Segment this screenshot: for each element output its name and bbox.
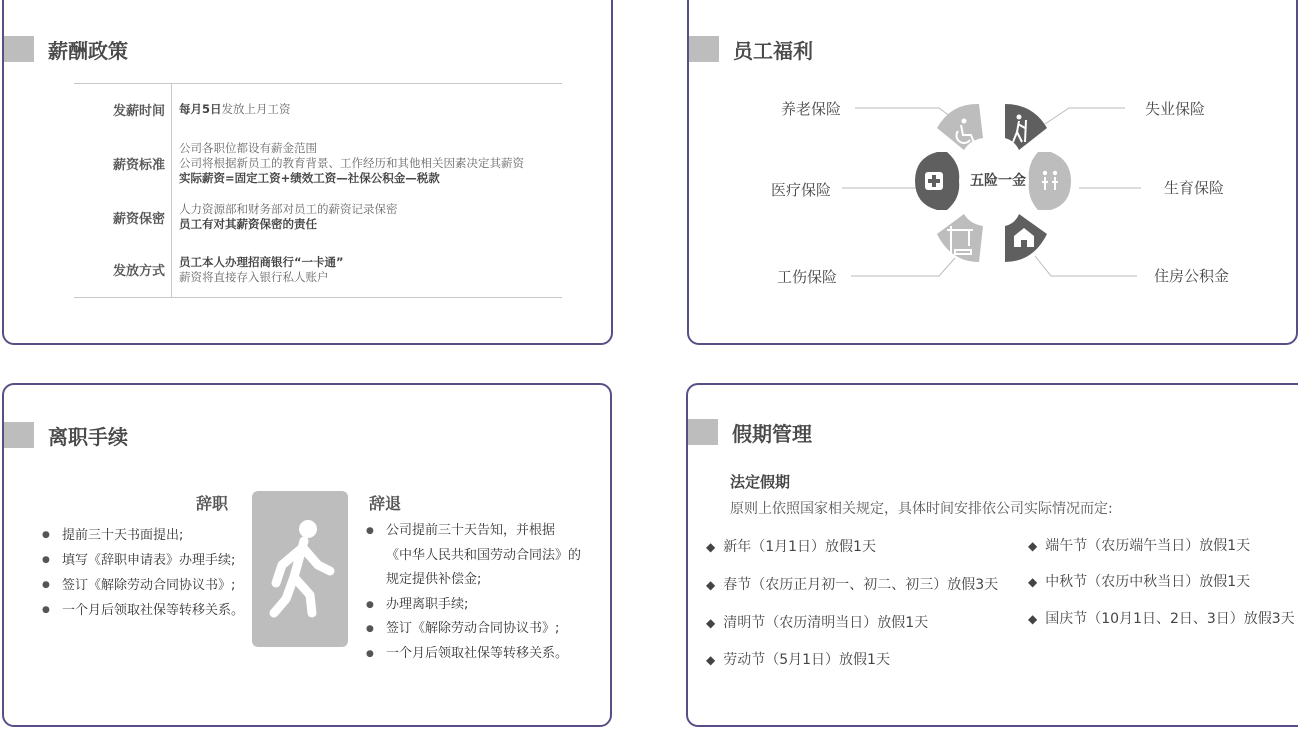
resign-right-title: 辞退 (369, 494, 402, 513)
diamond-bullet-icon: ◆ (706, 578, 716, 592)
connector-line (855, 108, 955, 120)
diamond-bullet-icon: ◆ (706, 653, 716, 667)
row-content (172, 192, 398, 242)
table-row (74, 192, 562, 242)
row-line-bold: 员工有对其薪资保密的责任 (179, 217, 317, 231)
benefit-label: 生育保险 (1164, 179, 1225, 197)
connector-line (1045, 108, 1125, 124)
connector-line (851, 258, 955, 276)
salary-table (74, 83, 562, 298)
wheelchair-icon (937, 104, 983, 150)
benefit-label: 养老保险 (781, 100, 842, 118)
holiday-text: 劳动节（5月1日）放假1天 (723, 652, 890, 668)
table-row (74, 84, 562, 135)
holiday-header (688, 419, 812, 445)
row-line-bold: 员工本人办理招商银行“一卡通” (179, 254, 344, 269)
payday-text: 发放上月工资 (221, 102, 291, 116)
diamond-bullet-icon: ◆ (706, 540, 716, 554)
holiday-text: 国庆节（10月1日、2日、3日）放假3天 (1045, 611, 1295, 627)
resign-left-list (42, 523, 244, 623)
table-row (74, 242, 562, 297)
payday-bold: 每月5日 (179, 102, 222, 116)
benefit-label: 医疗保险 (771, 181, 832, 199)
holiday-management-card (686, 383, 1298, 727)
holiday-subtitle: 法定假期 (730, 473, 791, 491)
list-item: 《中华人民共和国劳动合同法》的 (386, 547, 582, 563)
row-label: 发放方式 (74, 242, 172, 297)
resign-header (4, 422, 128, 448)
holiday-description: 原则上依照国家相关规定，具体时间安排依公司实际情况而定: (730, 501, 1113, 517)
resignation-card (2, 383, 612, 727)
list-item: ● 填写《辞职申请表》办理手续; (42, 548, 244, 573)
connector-line (1035, 256, 1137, 276)
benefits-title: 员工福利 (733, 38, 813, 63)
diamond-bullet-icon: ◆ (1028, 539, 1038, 553)
row-content (172, 84, 291, 135)
row-label: 薪资保密 (74, 192, 172, 242)
benefits-center-label: 五险一金 (970, 173, 1026, 189)
table-row (74, 135, 562, 192)
row-label: 发薪时间 (74, 84, 172, 135)
row-line: 公司将根据新员工的教育背景、工作经历和其他相关因素决定其薪资 (179, 156, 524, 170)
holiday-item (706, 649, 890, 669)
holiday-item (1028, 571, 1250, 591)
diamond-bullet-icon: ◆ (706, 616, 716, 630)
holiday-item (706, 612, 928, 632)
salary-header (4, 36, 128, 62)
row-content (172, 135, 524, 192)
list-item: ● 公司提前三十天告知，并根据 (366, 519, 581, 544)
list-item: ● 提前三十天书面提出; (42, 523, 244, 548)
house-icon (1005, 214, 1047, 262)
crane-icon (937, 214, 983, 262)
row-line: 人力资源部和财务部对员工的薪资记录保密 (179, 202, 398, 216)
benefit-label: 工伤保险 (777, 268, 838, 286)
walking-person-icon (252, 491, 348, 647)
employee-benefits-card (687, 0, 1298, 345)
salary-title: 薪酬政策 (48, 38, 128, 63)
row-line: 公司各职位都设有薪金范围 (179, 141, 317, 155)
header-accent-bar (4, 422, 34, 448)
holiday-item (706, 536, 876, 556)
benefit-label: 失业保险 (1145, 100, 1206, 118)
holiday-title: 假期管理 (732, 421, 812, 446)
resign-title: 离职手续 (48, 424, 128, 449)
row-line-bold: 实际薪资=固定工资+绩效工资—社保公积金—税款 (179, 171, 440, 185)
holiday-item (1028, 535, 1250, 555)
header-accent-bar (4, 36, 34, 62)
hiker-icon (1005, 104, 1047, 150)
list-item: ● 签订《解除劳动合同协议书》; (366, 617, 581, 642)
holiday-text: 新年（1月1日）放假1天 (723, 539, 876, 555)
salary-policy-card (2, 0, 613, 345)
holiday-text: 清明节（农历清明当日）放假1天 (723, 615, 929, 631)
holiday-text: 端午节（农历端午当日）放假1天 (1045, 538, 1251, 554)
holiday-text: 中秋节（农历中秋当日）放假1天 (1045, 574, 1251, 590)
list-item: ● 办理离职手续; (366, 593, 581, 618)
resign-right-list (366, 519, 581, 666)
list-item: ● 签订《解除劳动合同协议书》; (42, 573, 244, 598)
holiday-item (706, 574, 998, 594)
benefit-label: 住房公积金 (1154, 267, 1230, 285)
row-content (172, 242, 344, 297)
resign-left-title: 辞职 (196, 494, 229, 513)
diamond-bullet-icon: ◆ (1028, 575, 1038, 589)
row-line: 薪资将直接存入银行私人账户 (179, 269, 329, 284)
row-label: 薪资标准 (74, 135, 172, 192)
header-accent-bar (688, 419, 718, 445)
list-item: ● 一个月后领取社保等转移关系。 (42, 598, 244, 623)
diamond-bullet-icon: ◆ (1028, 612, 1038, 626)
holiday-item (1028, 608, 1295, 628)
list-item: 规定提供补偿金; (386, 572, 482, 587)
holiday-text: 春节（农历正月初一、初二、初三）放假3天 (723, 577, 999, 593)
list-item: ● 一个月后领取社保等转移关系。 (366, 642, 581, 667)
